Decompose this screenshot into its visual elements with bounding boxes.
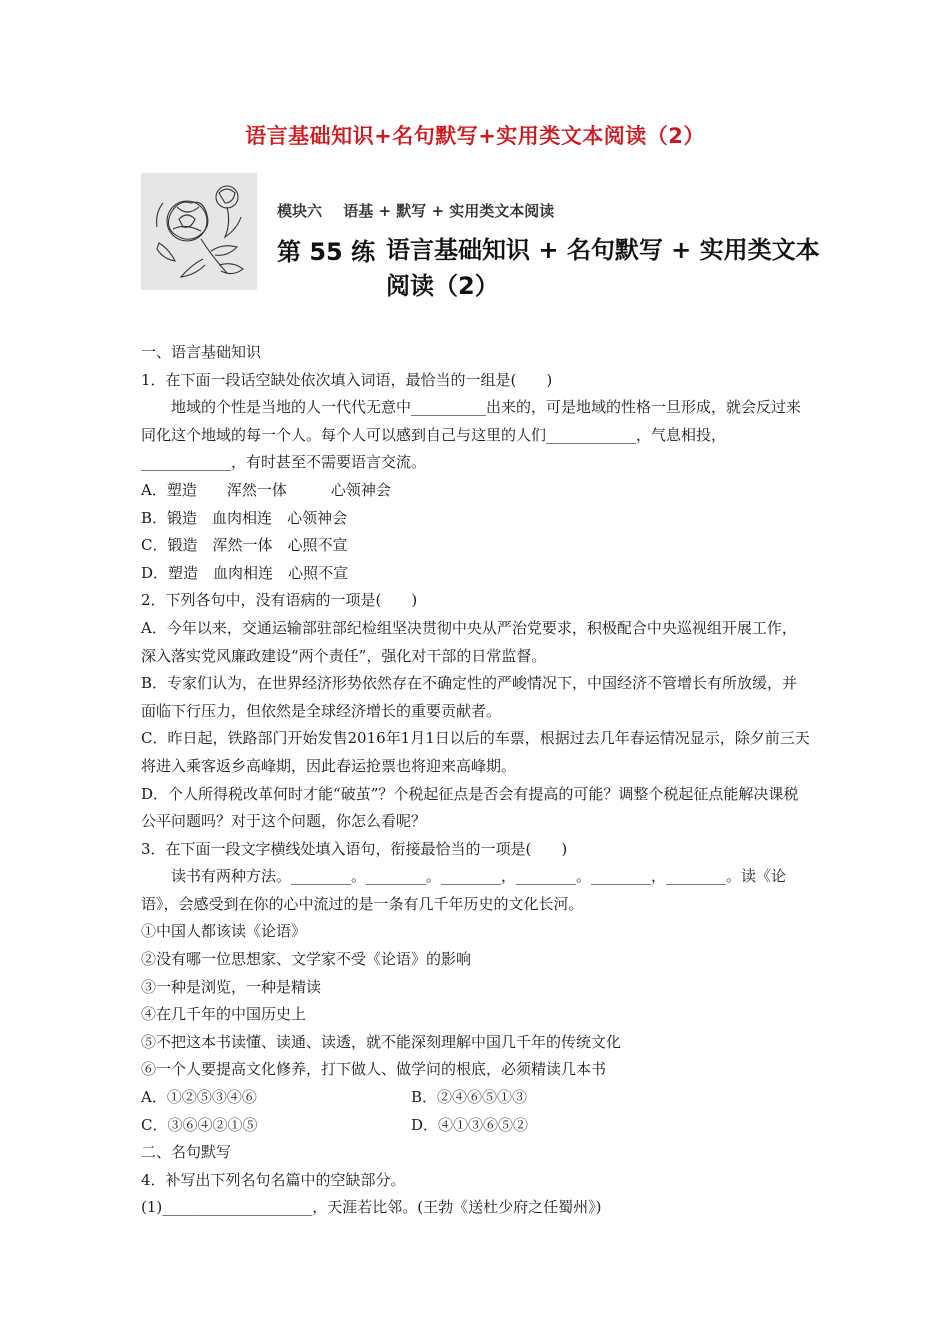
question-passage: 读书有两种方法。________。________。________，________。________，________。读《论语》，会感受到在你的心中流过的是一条有几千年历史的文化长河。 [141,867,787,913]
module-line [277,200,570,221]
question-stem: 1．在下面一段话空缺处依次填入词语，最恰当的一组是( ) [141,370,553,389]
module-topic: 语基 + 默写 + 实用类文本阅读 [343,202,555,220]
option-c: C．昨日起，铁路部门开始发售2016年1月1日以后的车票，根据过去几年春运情况显示，除夕前三天将进入乘客返乡高峰期，因此春运抢票也将迎来高峰期。 [141,729,810,775]
fill-in-item: (1)____________________，天涯若比邻。(王勃《送杜少府之任蜀州》) [141,1198,602,1217]
lesson-number: 第 55 练 [277,238,376,266]
question-stem: 2．下列各句中，没有语病的一项是( ) [141,591,418,610]
option-a: A．塑造 浑然一体 心领神会 [141,480,391,499]
option-d: D．个人所得税改革何时才能“破茧”？个税起征点是否会有提高的可能？调整个税起征点能解决课税公平问题吗？对于这个问题，你怎么看呢？ [141,784,799,831]
option-a: A．今年以来，交通运输部驻部纪检组坚决贯彻中央从严治党要求，积极配合中央巡视组开展工作，深入落实党风廉政建设“两个责任”，强化对干部的日常监督。 [141,618,797,665]
option-d: D．④①③⑥⑤② [411,1115,529,1134]
list-item: ③一种是浏览，一种是精读 [141,977,322,996]
exercise-body [141,339,811,1222]
list-item: ⑤不把这本书读懂、读通、读透，就不能深刻理解中国几千年的传统文化 [141,1032,622,1051]
option-d: D．塑造 血肉相连 心照不宣 [141,563,349,582]
list-item: ⑥一个人要提高文化修养，打下做人、做学问的根底，必须精读几本书 [141,1060,607,1079]
section-heading: 二、名句默写 [141,1143,232,1162]
page-title: 语言基础知识+名句默写+实用类文本阅读（2） [245,124,705,148]
question-passage: 地域的个性是当地的人一代代无意中__________出来的，可是地域的性格一旦形成，就会反过来同化这个地域的每一个人。每个人可以感到自己与这里的人们____________，气息相投，____________，有时甚至不需要语言交流。 [141,398,802,472]
question-stem: 3．在下面一段文字横线处填入语句，衔接最恰当的一项是( ) [141,839,568,858]
option-c: C．锻造 浑然一体 心照不宣 [141,536,348,555]
options-row [141,1112,811,1140]
section-heading: 一、语言基础知识 [141,343,262,361]
list-item: ④在几千年的中国历史上 [141,1005,307,1024]
option-b: B．②④⑥⑤①③ [411,1088,528,1107]
question-stem: 4．补写出下列名句名篇中的空缺部分。 [141,1170,406,1189]
lesson-title: 语言基础知识 + 名句默写 + 实用类文本阅读（2） [386,236,820,300]
list-item: ①中国人都该读《论语》 [141,922,307,941]
option-b: B．专家们认为，在世界经济形势依然存在不确定性的严峻情况下，中国经济不管增长有所放缓，并面临下行压力，但依然是全球经济增长的重要贡献者。 [141,674,798,720]
list-item: ②没有哪一位思想家、文学家不受《论语》的影响 [141,950,472,969]
option-a: A．①②⑤③④⑥ [141,1088,257,1107]
options-row [141,1084,811,1112]
peony-illustration [141,173,257,290]
module-label: 模块六 [277,202,323,220]
option-b: B．锻造 血肉相连 心领神会 [141,508,348,527]
option-c: C．③⑥④②①⑤ [141,1115,258,1134]
